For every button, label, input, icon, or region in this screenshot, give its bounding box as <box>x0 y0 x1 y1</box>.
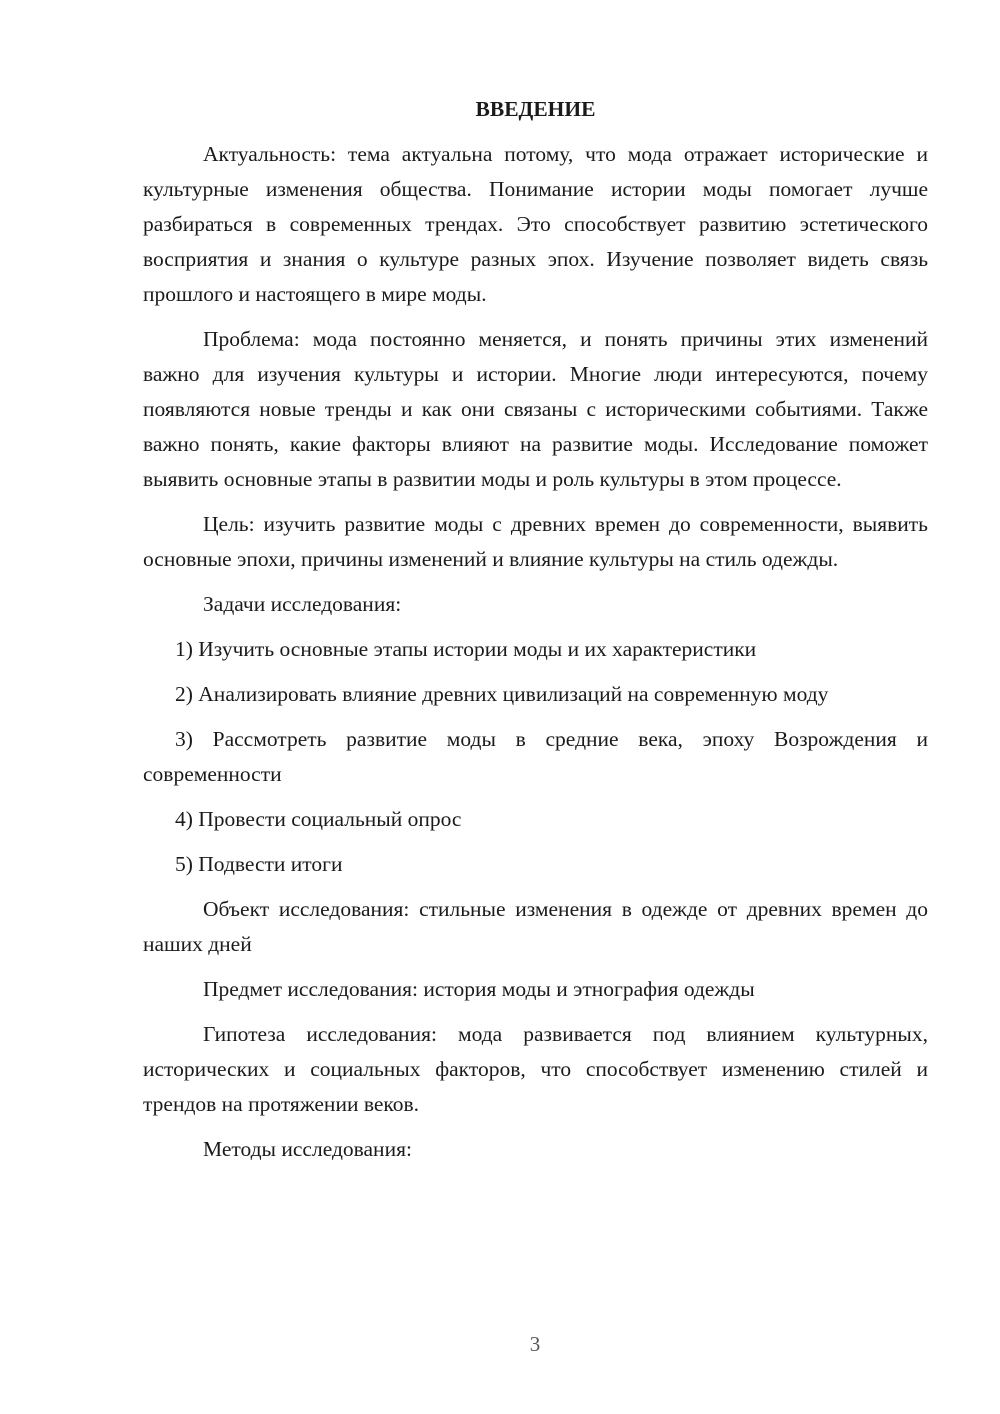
task-item: 3) Рассмотреть развитие моды в средние века, эпоху Возрождения и современности <box>143 727 928 786</box>
task-item: 1) Изучить основные этапы истории моды и их характеристики <box>175 637 757 661</box>
paragraph-methods-heading: Методы исследования: <box>203 1137 412 1161</box>
task-item: 2) Анализировать влияние древних цивилизаций на современную моду <box>175 682 829 706</box>
paragraph-goal: Цель: изучить развитие моды с древних времен до современности, выявить основные эпохи, причины изменений и влияние культуры на стиль одежды. <box>143 512 928 571</box>
paragraph-object: Объект исследования: стильные изменения в одежде от древних времен до наших дней <box>143 897 928 956</box>
section-title: ВВЕДЕНИЕ <box>475 97 596 121</box>
tasks-list <box>143 632 928 882</box>
paragraph-relevance: Актуальность: тема актуальна потому, что мода отражает исторические и культурные изменения общества. Понимание истории моды помогает лучше разбираться в современных трендах. Это способствует развитию эстетического восприятия и знания о культуре разных эпох. Изучение позволяет видеть связь прошлого и настоящего в мире моды. <box>143 142 928 306</box>
task-item: 4) Провести социальный опрос <box>175 807 462 831</box>
paragraph-tasks-heading: Задачи исследования: <box>203 592 402 616</box>
paragraph-subject: Предмет исследования: история моды и этнография одежды <box>203 977 755 1001</box>
paragraph-problem: Проблема: мода постоянно меняется, и понять причины этих изменений важно для изучения культуры и истории. Многие люди интересуются, почему появляются новые тренды и как они связаны с историческими событиями. Также важно понять, какие факторы влияют на развитие моды. Исследование поможет выявить основные этапы в развитии моды и роль культуры в этом процессе. <box>143 327 928 491</box>
paragraph-hypothesis: Гипотеза исследования: мода развивается под влиянием культурных, исторических и социальных факторов, что способствует изменению стилей и трендов на протяжении веков. <box>143 1022 928 1116</box>
page-number: 3 <box>529 1332 541 1356</box>
task-item: 5) Подвести итоги <box>175 852 343 876</box>
document-body <box>143 92 928 1177</box>
